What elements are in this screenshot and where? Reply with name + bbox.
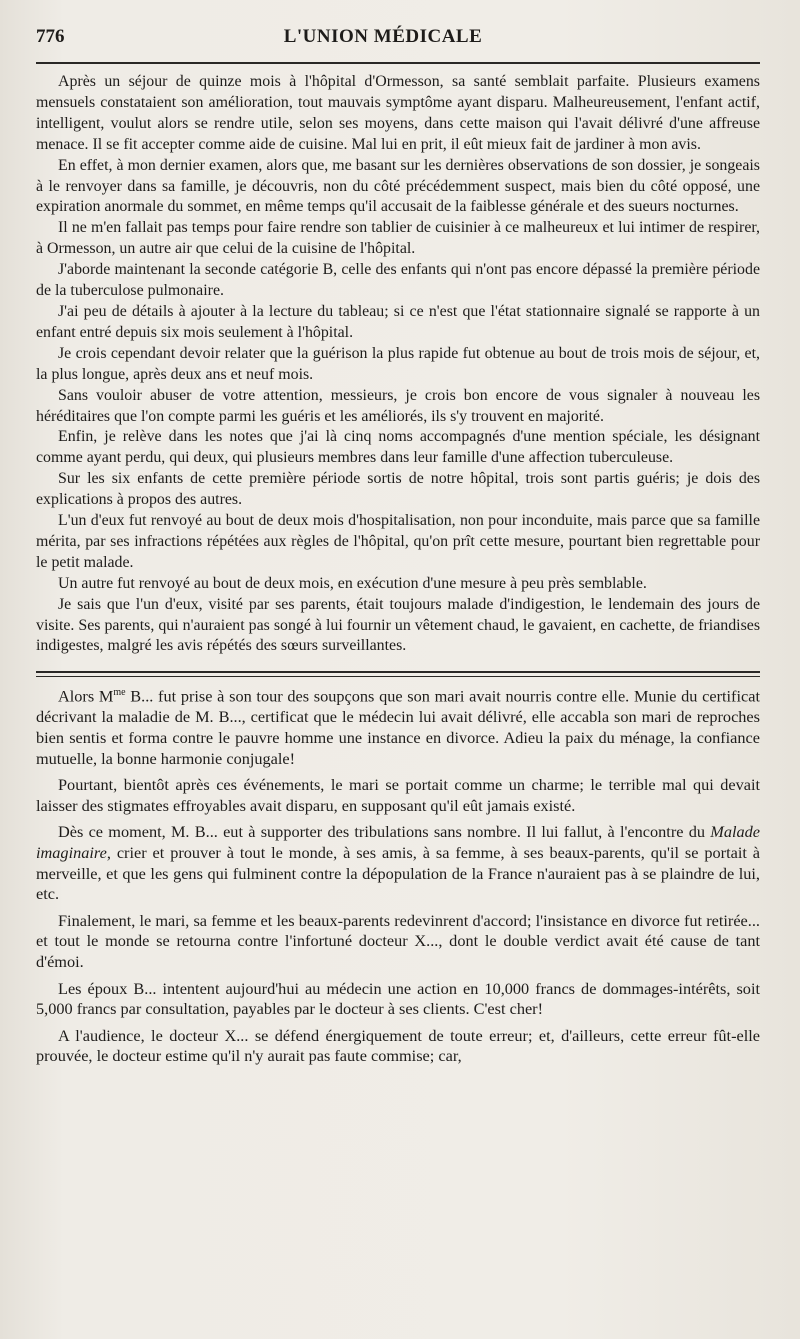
section-separator [36, 671, 760, 677]
text-run: Dès ce moment, M. B... eut à supporter des tribulations sans nombre. Il lui fallut, à l'encontre du [58, 822, 711, 842]
paragraph: Un autre fut renvoyé au bout de deux mois, en exécution d'une mesure à peu près semblable. [58, 574, 647, 592]
paragraph: J'aborde maintenant la seconde catégorie B, celle des enfants qui n'ont pas encore dépassé la première période de la tuberculose pulmonaire. [36, 261, 760, 300]
paragraph: A l'audience, le docteur X... se défend énergiquement de toute erreur; et, d'ailleurs, cette erreur fût-elle prouvée, le docteur estime qu'il n'y aurait pas faute commise; car, [36, 1025, 760, 1066]
paragraph: J'ai peu de détails à ajouter à la lecture du tableau; si ce n'est que l'état stationnaire signalé se rapporte à un enfant entré depuis six mois seulement à l'hôpital. [36, 302, 760, 341]
paragraph: Il ne m'en fallait pas temps pour faire rendre son tablier de cuisinier à ce malheureux et lui intimer de respirer, à Ormesson, un autre air que celui de la cuisine de l'hôpital. [36, 219, 760, 258]
journal-title: L'UNION MÉDICALE [283, 26, 483, 47]
paragraph: Je crois cependant devoir relater que la guérison la plus rapide fut obtenue au bout de trois mois de séjour, et, la plus longue, après deux ans et neuf mois. [36, 344, 760, 383]
paragraph: Enfin, je relève dans les notes que j'ai là cinq noms accompagnés d'une mention spéciale, les désignant comme ayant perdu, qui deux, qui plusieurs membres dans leur famille d'une affection tuberculeuse. [36, 428, 760, 467]
paragraph: L'un d'eux fut renvoyé au bout de deux mois d'hospitalisation, non pour inconduite, mais parce que sa famille mérita, par ses infractions répétées aux règles de l'hôpital, qu'on prît cette mesure, pourtant bien regrettable pour le petit malade. [36, 512, 760, 571]
text-run: , crier et prouver à tout le monde, à ses amis, à sa femme, à ses beaux-parents, qu'il se portait à merveille, et que les gens qui fulminent contre la dépopulation de la France n'auraient pas à se plaindre de lui, etc. [36, 842, 760, 904]
text-run: Alors M [58, 686, 114, 706]
italic-title: Malade imaginaire [36, 822, 760, 862]
article-feuilleton-section [36, 683, 760, 1067]
page-header [36, 26, 760, 56]
paragraph: Finalement, le mari, sa femme et les beaux-parents redevinrent d'accord; l'insistance en divorce fut retirée... et tout le monde se retourna contre l'infortuné docteur X..., dont le double verdict avait été cause de tant d'émoi. [36, 910, 760, 971]
paragraph: Sur les six enfants de cette première période sortis de notre hôpital, trois sont partis guéris; je dois des explications à propos des autres. [36, 470, 760, 509]
paragraph: Sans vouloir abuser de votre attention, messieurs, je crois bon encore de vous signaler à nouveau les héréditaires que l'on compte parmi les guéris et les améliorés, ils s'y trouvent en majorité. [36, 386, 760, 425]
paragraph [36, 822, 760, 904]
article-report-section [36, 72, 760, 657]
text-run: B... fut prise à son tour des soupçons que son mari avait nourris contre elle. Munie du certificat décrivant la maladie de M. B..., certificat que le médecin lui avait délivré, elle accabla son mari de reproches bien sentis et forma contre le pauvre homme une instance en divorce. Adieu la paix du ménage, la confiance mutuelle, la bonne harmonie conjugale! [36, 686, 760, 768]
paragraph: En effet, à mon dernier examen, alors que, me basant sur les dernières observations de son dossier, je songeais à le renvoyer dans sa famille, je découvris, non du côté précédemment suspect, mais bien du côté opposé, une expiration anormale du sommet, en même temps qu'il accusait de la faiblesse générale et des sueurs nocturnes. [36, 156, 760, 216]
paragraph: Les époux B... intentent aujourd'hui au médecin une action en 10,000 francs de dommages-intérêts, soit 5,000 francs par consultation, payables par le docteur à ses clients. C'est cher! [36, 978, 760, 1019]
superscript: me [113, 687, 126, 699]
paragraph: Je sais que l'un d'eux, visité par ses parents, était toujours malade d'indigestion, le lendemain des jours de visite. Ses parents, qui n'auraient pas songé à lui fournir un vêtement chaud, le gavaient, en cachette, de friandises indigestes, malgré les avis répétés des sœurs surveillantes. [36, 595, 760, 655]
header-rule [36, 62, 760, 64]
paragraph [36, 683, 760, 769]
paragraph: Pourtant, bientôt après ces événements, le mari se portait comme un charme; le terrible mal qui devait laisser des stigmates effroyables avait disparu, en supposant qu'il eût jamais existé. [36, 775, 760, 815]
page-number: 776 [36, 26, 65, 47]
paragraph: Après un séjour de quinze mois à l'hôpital d'Ormesson, sa santé semblait parfaite. Plusieurs examens mensuels constataient son amélioration, tout mauvais symptôme ayant disparu. Malheureusement, l'enfant actif, intelligent, voulut alors se rendre utile, selon ses moyens, dans cette maison qui l'avait délivré d'une affreuse menace. Il se fit accepter comme aide de cuisine. Mal lui en prit, il eût mieux fait de jardiner à mon avis. [36, 73, 760, 153]
